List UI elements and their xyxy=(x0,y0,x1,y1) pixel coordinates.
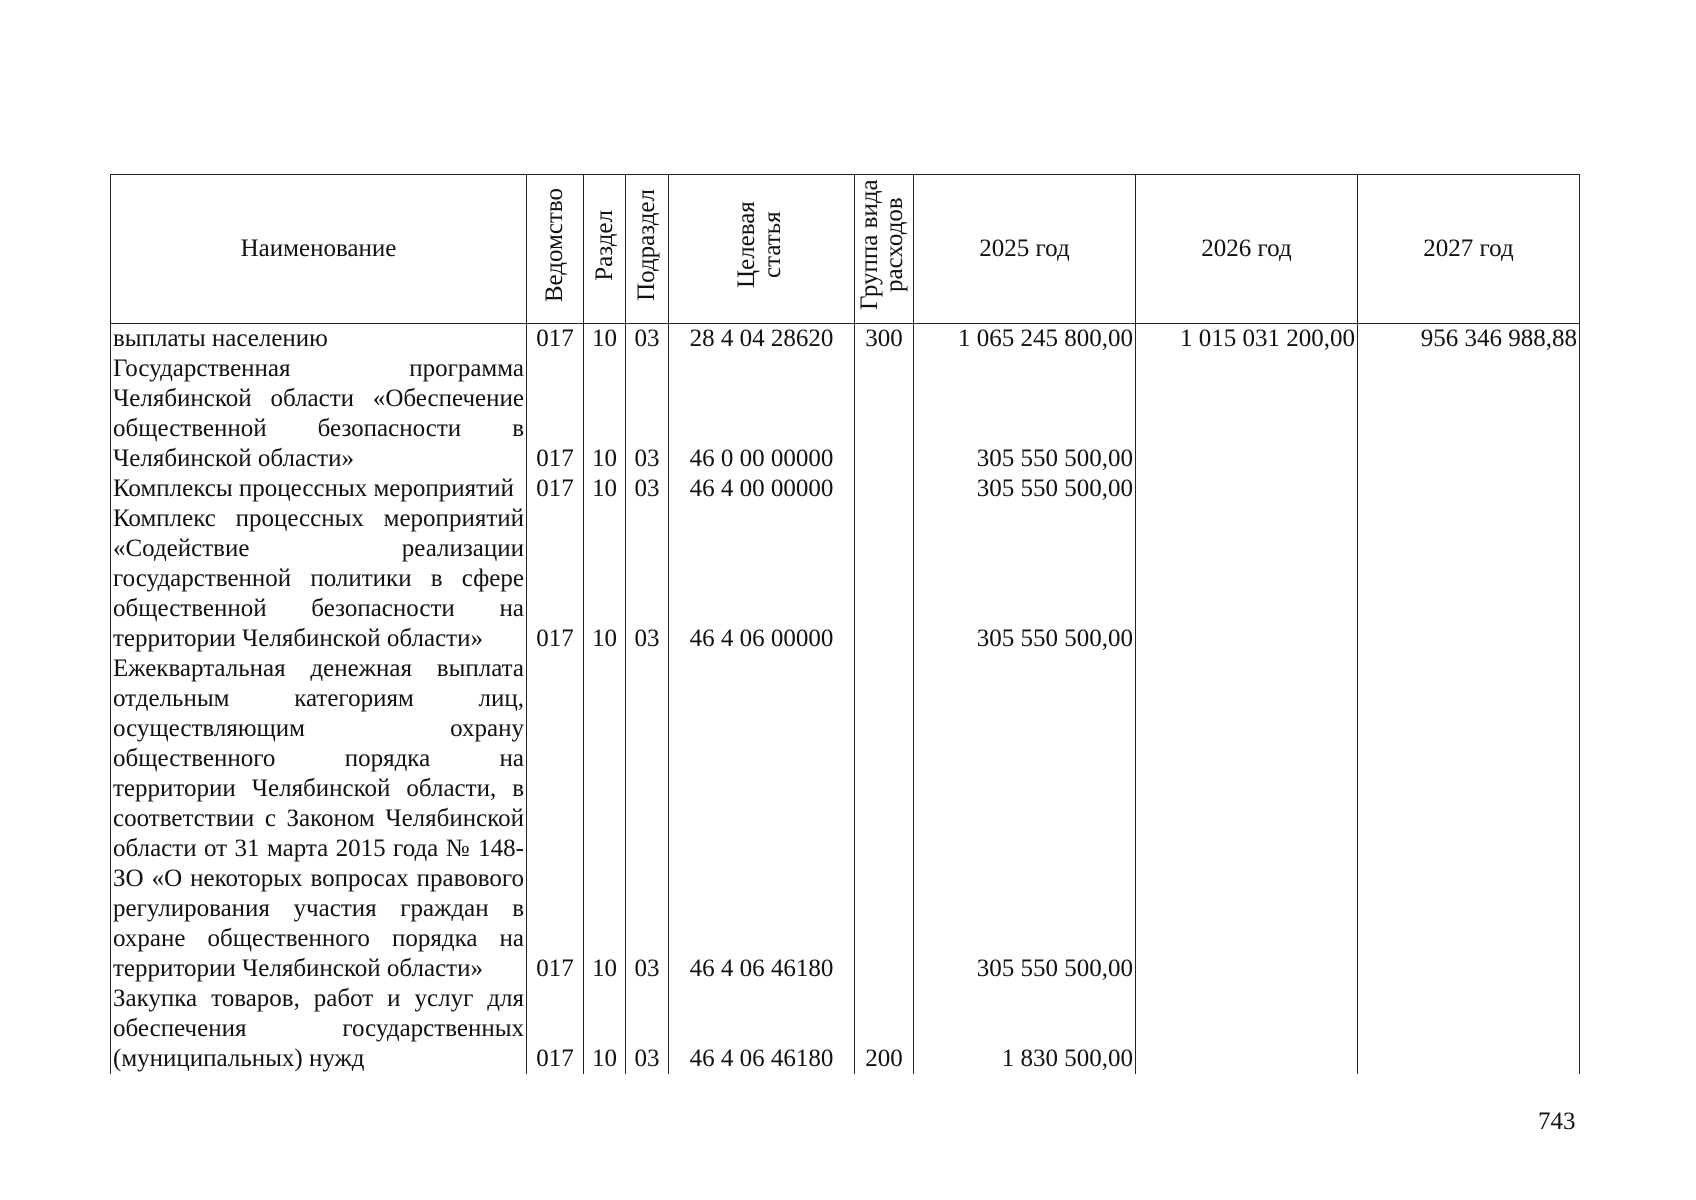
page-number: 743 xyxy=(1538,1108,1576,1135)
row-2026 xyxy=(1136,474,1358,504)
header-name: Наименование xyxy=(111,175,527,324)
row-subsection: 03 xyxy=(626,474,669,504)
table-row xyxy=(111,474,1580,504)
header-2026: 2026 год xyxy=(1136,175,1358,324)
header-section: Раздел xyxy=(584,175,626,324)
row-subsection: 03 xyxy=(626,984,669,1074)
row-name: Закупка товаров, работ и услуг для обеспечения государственных (муниципальных) нужд xyxy=(111,984,527,1074)
header-2025: 2025 год xyxy=(914,175,1136,324)
row-section: 10 xyxy=(584,324,626,355)
row-subsection: 03 xyxy=(626,324,669,355)
row-name: Комплекс процессных мероприятий «Содействие реализации государственной политики в сфере общественной безопасности на территории Челябинской области» xyxy=(111,504,527,654)
row-subsection: 03 xyxy=(626,654,669,984)
row-department: 017 xyxy=(527,324,584,355)
row-name: Ежеквартальная денежная выплата отдельным категориям лиц, осуществляющим охрану общественного порядка на территории Челябинской области, в соответствии с Законом Челябинской области от 31 марта 2015 года № 148-ЗО «О некоторых вопросах правового регулирования участия граждан в охране общественного порядка на территории Челябинской области» xyxy=(111,654,527,984)
table-row xyxy=(111,324,1580,355)
row-expense-group: 300 xyxy=(855,324,914,355)
row-department: 017 xyxy=(527,354,584,474)
header-target-item: Целевая статья xyxy=(669,175,855,324)
row-2026 xyxy=(1136,504,1358,654)
row-2025: 1 065 245 800,00 xyxy=(914,324,1136,355)
row-name: Комплексы процессных мероприятий xyxy=(111,474,527,504)
row-target-item: 46 4 06 00000 xyxy=(669,504,855,654)
row-name: выплаты населению xyxy=(111,324,527,355)
row-subsection: 03 xyxy=(626,504,669,654)
row-section: 10 xyxy=(584,474,626,504)
table-row xyxy=(111,504,1580,654)
row-section: 10 xyxy=(584,984,626,1074)
row-expense-group xyxy=(855,354,914,474)
row-department: 017 xyxy=(527,474,584,504)
row-2025: 305 550 500,00 xyxy=(914,354,1136,474)
header-expense-group: Группа вида расходов xyxy=(855,175,914,324)
header-department: Ведомство xyxy=(527,175,584,324)
header-subsection: Подраздел xyxy=(626,175,669,324)
table-header-row xyxy=(111,175,1580,324)
budget-table xyxy=(110,174,1580,1074)
row-expense-group xyxy=(855,504,914,654)
row-section: 10 xyxy=(584,354,626,474)
row-department: 017 xyxy=(527,654,584,984)
row-department: 017 xyxy=(527,984,584,1074)
row-2027 xyxy=(1358,654,1580,984)
row-target-item: 46 4 00 00000 xyxy=(669,474,855,504)
row-2027 xyxy=(1358,474,1580,504)
table-row xyxy=(111,654,1580,984)
row-department: 017 xyxy=(527,504,584,654)
header-2027: 2027 год xyxy=(1358,175,1580,324)
row-expense-group xyxy=(855,474,914,504)
table-row xyxy=(111,984,1580,1074)
row-2026 xyxy=(1136,654,1358,984)
row-2027 xyxy=(1358,984,1580,1074)
row-2026: 1 015 031 200,00 xyxy=(1136,324,1358,355)
row-target-item: 46 4 06 46180 xyxy=(669,654,855,984)
row-2025: 305 550 500,00 xyxy=(914,504,1136,654)
row-2026 xyxy=(1136,984,1358,1074)
row-subsection: 03 xyxy=(626,354,669,474)
row-2025: 1 830 500,00 xyxy=(914,984,1136,1074)
table-row xyxy=(111,354,1580,474)
row-target-item: 46 0 00 00000 xyxy=(669,354,855,474)
row-expense-group xyxy=(855,654,914,984)
row-2025: 305 550 500,00 xyxy=(914,474,1136,504)
row-section: 10 xyxy=(584,504,626,654)
row-2026 xyxy=(1136,354,1358,474)
row-expense-group: 200 xyxy=(855,984,914,1074)
row-target-item: 46 4 06 46180 xyxy=(669,984,855,1074)
row-name: Государственная программа Челябинской области «Обеспечение общественной безопасности в Челябинской области» xyxy=(111,354,527,474)
row-2027: 956 346 988,88 xyxy=(1358,324,1580,355)
row-2027 xyxy=(1358,504,1580,654)
row-target-item: 28 4 04 28620 xyxy=(669,324,855,355)
row-2027 xyxy=(1358,354,1580,474)
row-section: 10 xyxy=(584,654,626,984)
row-2025: 305 550 500,00 xyxy=(914,654,1136,984)
